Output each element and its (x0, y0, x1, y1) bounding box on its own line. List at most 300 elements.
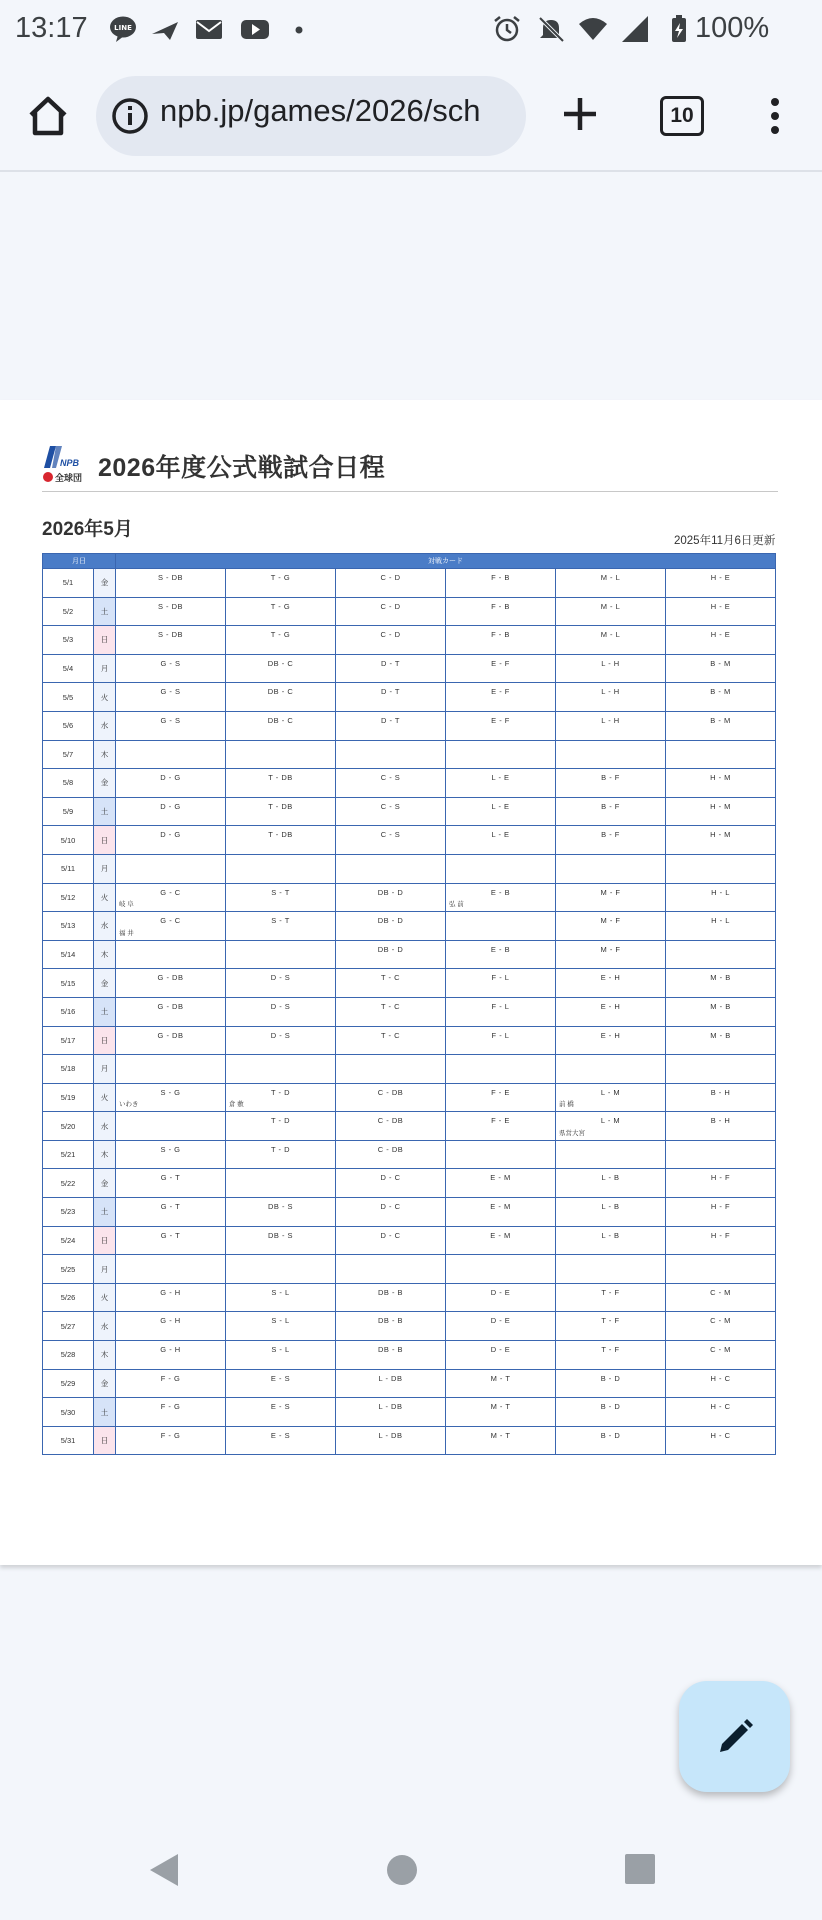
game-cell (446, 626, 556, 655)
game-cell (556, 1169, 666, 1198)
matchup-text: T - C (380, 1030, 401, 1040)
url-text[interactable]: npb.jp/games/2026/sch (160, 93, 481, 128)
game-cell (556, 997, 666, 1026)
date-cell: 5/19 (43, 1083, 94, 1112)
matchup-text: M - F (600, 887, 621, 897)
npb-logo (42, 444, 90, 484)
schedule-row (43, 740, 776, 769)
line-icon (108, 14, 138, 44)
venue-text: 岐 阜 (119, 901, 134, 909)
matchup-text: D - G (160, 773, 181, 783)
matchup-text: D - E (490, 1316, 511, 1326)
date-cell: 5/31 (43, 1426, 94, 1455)
game-cell (116, 854, 226, 883)
matchup-text: L - E (491, 830, 510, 840)
game-cell (116, 1026, 226, 1055)
matchup-text: M - B (710, 1030, 731, 1040)
matchup-text: M - T (490, 1373, 511, 1383)
game-cell (666, 1140, 776, 1169)
matchup-text: D - G (160, 830, 181, 840)
schedule-row (43, 912, 776, 941)
game-cell (556, 1198, 666, 1227)
game-cell (116, 912, 226, 941)
game-cell (666, 883, 776, 912)
matchup-text: B - D (600, 1373, 621, 1383)
game-cell (446, 569, 556, 598)
home-button[interactable] (22, 90, 74, 142)
matchup-text: C - D (380, 601, 401, 611)
matchup-text: DB - B (377, 1287, 404, 1297)
svg-text:NPB: NPB (60, 458, 80, 468)
game-cell (666, 797, 776, 826)
home-nav-icon[interactable] (386, 1850, 418, 1890)
date-cell: 5/11 (43, 854, 94, 883)
matchup-text: T - F (601, 1345, 620, 1355)
matchup-text: L - B (601, 1202, 620, 1212)
game-cell (226, 711, 336, 740)
date-cell: 5/2 (43, 597, 94, 626)
game-cell (446, 683, 556, 712)
game-cell (116, 1198, 226, 1227)
game-cell (116, 769, 226, 798)
weekday-cell: 月 (94, 654, 116, 683)
card-column-header: 対戦カード (116, 554, 776, 569)
game-cell (446, 1255, 556, 1284)
matchup-text: E - M (490, 1230, 511, 1240)
schedule-row (43, 597, 776, 626)
tab-switcher-button[interactable]: 10 (660, 96, 704, 136)
game-cell (336, 1426, 446, 1455)
game-cell (446, 1226, 556, 1255)
matchup-text: G - T (160, 1202, 181, 1212)
matchup-text: C - S (380, 830, 401, 840)
game-cell (226, 740, 336, 769)
date-cell: 5/16 (43, 997, 94, 1026)
date-cell: 5/23 (43, 1198, 94, 1227)
matchup-text: F - G (160, 1430, 181, 1440)
game-cell (446, 654, 556, 683)
game-cell (666, 1398, 776, 1427)
date-cell: 5/8 (43, 769, 94, 798)
game-cell (226, 940, 336, 969)
title-divider (42, 491, 778, 492)
game-cell (226, 1398, 336, 1427)
matchup-text: G - H (160, 1287, 181, 1297)
matchup-text: C - S (380, 801, 401, 811)
matchup-text: L - E (491, 773, 510, 783)
matchup-text: G - C (160, 887, 181, 897)
weekday-cell: 金 (94, 569, 116, 598)
schedule-table (42, 553, 776, 1455)
game-cell (666, 1083, 776, 1112)
battery-percentage: 100% (695, 12, 770, 44)
matchup-text: H - L (711, 916, 730, 926)
schedule-row (43, 883, 776, 912)
game-cell (446, 711, 556, 740)
game-cell (336, 826, 446, 855)
matchup-text: C - M (710, 1316, 731, 1326)
game-cell (116, 797, 226, 826)
game-cell (556, 1226, 666, 1255)
matchup-text: H - L (711, 887, 730, 897)
venue-text: 県営大宮 (559, 1129, 585, 1137)
more-vert-icon (768, 96, 782, 136)
game-cell (666, 1026, 776, 1055)
matchup-text: S - G (160, 1087, 181, 1097)
game-cell (556, 569, 666, 598)
matchup-text: M - L (600, 573, 621, 582)
date-cell: 5/18 (43, 1055, 94, 1084)
weekday-cell: 火 (94, 883, 116, 912)
schedule-row (43, 1169, 776, 1198)
matchup-text: C - M (710, 1345, 731, 1355)
svg-text:全球団: 全球団 (55, 474, 83, 484)
alarm-icon (492, 14, 522, 44)
game-cell (666, 912, 776, 941)
game-cell (226, 1226, 336, 1255)
game-cell (336, 1140, 446, 1169)
game-cell (556, 1341, 666, 1370)
venue-text: 弘 前 (449, 901, 464, 909)
matchup-text: D - T (380, 687, 401, 697)
game-cell (556, 1398, 666, 1427)
matchup-text: E - H (600, 973, 621, 983)
game-cell (446, 1369, 556, 1398)
game-cell (446, 1312, 556, 1341)
weekday-cell: 日 (94, 1026, 116, 1055)
game-cell (226, 997, 336, 1026)
game-cell (556, 854, 666, 883)
schedule-row (43, 769, 776, 798)
matchup-text: T - C (380, 1001, 401, 1011)
matchup-text: M - T (490, 1402, 511, 1412)
matchup-text: DB - C (267, 687, 294, 697)
date-cell: 5/1 (43, 569, 94, 598)
svg-text:LINE: LINE (114, 24, 132, 32)
game-cell (666, 1369, 776, 1398)
url-bar[interactable] (96, 76, 526, 156)
matchup-text: T - DB (268, 830, 293, 840)
game-cell (226, 797, 336, 826)
game-cell (116, 1283, 226, 1312)
game-cell (666, 626, 776, 655)
game-cell (666, 597, 776, 626)
matchup-text: S - L (271, 1345, 290, 1355)
game-cell (116, 740, 226, 769)
schedule-row (43, 797, 776, 826)
matchup-text: M - F (600, 944, 621, 954)
game-cell (446, 597, 556, 626)
matchup-text: G - S (160, 658, 181, 668)
game-cell (336, 711, 446, 740)
back-icon[interactable] (146, 1850, 182, 1890)
matchup-text: F - B (491, 630, 510, 640)
date-cell: 5/21 (43, 1140, 94, 1169)
game-cell (336, 1369, 446, 1398)
game-cell (446, 1198, 556, 1227)
matchup-text: F - L (491, 973, 510, 983)
matchup-text: C - D (380, 630, 401, 640)
matchup-text: L - DB (378, 1402, 403, 1412)
matchup-text: T - DB (268, 773, 293, 783)
game-cell (336, 740, 446, 769)
schedule-row (43, 969, 776, 998)
new-tab-button[interactable] (552, 86, 608, 142)
game-cell (226, 569, 336, 598)
game-cell (666, 740, 776, 769)
game-cell (556, 912, 666, 941)
game-cell (336, 683, 446, 712)
matchup-text: H - C (710, 1373, 731, 1383)
game-cell (446, 1426, 556, 1455)
schedule-row (43, 1226, 776, 1255)
venue-text: いわき (119, 1101, 139, 1109)
game-cell (116, 969, 226, 998)
game-cell (556, 1369, 666, 1398)
matchup-text: L - DB (378, 1373, 403, 1383)
matchup-text: M - F (600, 916, 621, 926)
weekday-cell: 火 (94, 1083, 116, 1112)
game-cell (226, 1198, 336, 1227)
game-cell (226, 626, 336, 655)
game-cell (446, 797, 556, 826)
matchup-text: DB - S (267, 1202, 294, 1212)
matchup-text: B - H (710, 1116, 731, 1126)
matchup-text: E - H (600, 1030, 621, 1040)
game-cell (336, 1112, 446, 1141)
game-cell (226, 826, 336, 855)
date-cell: 5/27 (43, 1312, 94, 1341)
game-cell (116, 711, 226, 740)
weekday-cell: 土 (94, 997, 116, 1026)
game-cell (226, 1112, 336, 1141)
game-cell (226, 1283, 336, 1312)
game-cell (336, 569, 446, 598)
game-cell (116, 1112, 226, 1141)
matchup-text: F - L (491, 1001, 510, 1011)
game-cell (556, 1283, 666, 1312)
matchup-text: T - D (270, 1087, 291, 1097)
browser-toolbar (0, 62, 822, 170)
game-cell (446, 1026, 556, 1055)
matchup-text: E - M (490, 1173, 511, 1183)
matchup-text: L - B (601, 1173, 620, 1183)
matchup-text: S - G (160, 1144, 181, 1154)
matchup-text: H - F (710, 1230, 731, 1240)
weekday-cell: 金 (94, 969, 116, 998)
edit-fab-button[interactable] (679, 1681, 790, 1792)
ad-area (0, 172, 822, 400)
matchup-text: G - DB (157, 1001, 184, 1011)
system-nav-bar (0, 1830, 822, 1920)
schedule-row (43, 1255, 776, 1284)
matchup-text: D - E (490, 1287, 511, 1297)
recents-icon[interactable] (624, 1852, 656, 1886)
game-cell (556, 740, 666, 769)
matchup-text: E - S (270, 1373, 291, 1383)
schedule-row (43, 854, 776, 883)
game-cell (336, 997, 446, 1026)
schedule-row (43, 1341, 776, 1370)
matchup-text: G - S (160, 715, 181, 725)
game-cell (666, 769, 776, 798)
matchup-text: L - H (601, 687, 620, 697)
game-cell (336, 626, 446, 655)
date-cell: 5/15 (43, 969, 94, 998)
game-cell (556, 969, 666, 998)
matchup-text: DB - C (267, 715, 294, 725)
game-cell (336, 969, 446, 998)
schedule-row (43, 1283, 776, 1312)
weekday-cell: 月 (94, 854, 116, 883)
date-cell: 5/22 (43, 1169, 94, 1198)
matchup-text: D - C (380, 1230, 401, 1240)
game-cell (336, 1226, 446, 1255)
schedule-row (43, 1026, 776, 1055)
month-heading: 2026年5月 (42, 519, 133, 540)
matchup-text: T - F (601, 1316, 620, 1326)
weekday-cell: 日 (94, 1426, 116, 1455)
game-cell (556, 883, 666, 912)
mail-icon (194, 14, 224, 44)
matchup-text: L - H (601, 658, 620, 668)
game-cell (336, 1026, 446, 1055)
date-cell: 5/4 (43, 654, 94, 683)
schedule-row (43, 1112, 776, 1141)
weekday-cell: 木 (94, 1341, 116, 1370)
game-cell (116, 997, 226, 1026)
game-cell (116, 683, 226, 712)
venue-text: 倉 敷 (229, 1101, 244, 1109)
weekday-cell: 水 (94, 912, 116, 941)
matchup-text: M - T (490, 1430, 511, 1440)
game-cell (226, 1255, 336, 1284)
schedule-row (43, 569, 776, 598)
game-cell (116, 1312, 226, 1341)
date-cell: 5/6 (43, 711, 94, 740)
weekday-cell: 金 (94, 769, 116, 798)
weekday-cell: 土 (94, 1398, 116, 1427)
weekday-cell: 木 (94, 1140, 116, 1169)
matchup-text: H - E (710, 630, 731, 640)
matchup-text: B - F (601, 773, 620, 783)
date-cell: 5/10 (43, 826, 94, 855)
weekday-cell: 水 (94, 1312, 116, 1341)
game-cell (666, 1426, 776, 1455)
plus-icon (560, 94, 600, 134)
matchup-text: M - B (710, 973, 731, 983)
matchup-text: H - M (710, 801, 731, 811)
matchup-text: H - M (710, 830, 731, 840)
matchup-text: C - DB (377, 1116, 404, 1126)
game-cell (226, 1083, 336, 1112)
matchup-text: F - E (491, 1087, 510, 1097)
signal-icon (620, 14, 650, 44)
game-cell (556, 769, 666, 798)
game-cell (446, 826, 556, 855)
date-cell: 5/24 (43, 1226, 94, 1255)
game-cell (226, 1426, 336, 1455)
weekday-cell: 火 (94, 683, 116, 712)
game-cell (446, 997, 556, 1026)
game-cell (556, 1140, 666, 1169)
game-cell (556, 1026, 666, 1055)
game-cell (446, 969, 556, 998)
game-cell (666, 1169, 776, 1198)
game-cell (116, 654, 226, 683)
date-cell: 5/3 (43, 626, 94, 655)
matchup-text: H - C (710, 1430, 731, 1440)
matchup-text: T - F (601, 1287, 620, 1297)
weekday-cell: 火 (94, 1283, 116, 1312)
game-cell (336, 854, 446, 883)
game-cell (226, 654, 336, 683)
matchup-text: E - M (490, 1202, 511, 1212)
game-cell (446, 1112, 556, 1141)
game-cell (116, 1341, 226, 1370)
game-cell (666, 654, 776, 683)
schedule-row (43, 626, 776, 655)
matchup-text: E - B (490, 887, 511, 897)
matchup-text: C - M (710, 1287, 731, 1297)
matchup-text: S - L (271, 1316, 290, 1326)
game-cell (666, 997, 776, 1026)
game-cell (666, 1255, 776, 1284)
matchup-text: E - S (270, 1402, 291, 1412)
matchup-text: E - F (491, 715, 510, 725)
game-cell (116, 1169, 226, 1198)
weekday-cell: 日 (94, 826, 116, 855)
game-cell (336, 1055, 446, 1084)
game-cell (226, 769, 336, 798)
game-cell (446, 883, 556, 912)
game-cell (666, 569, 776, 598)
info-icon[interactable] (110, 96, 150, 136)
game-cell (666, 1112, 776, 1141)
matchup-text: G - C (160, 916, 181, 926)
youtube-icon (240, 14, 270, 44)
matchup-text: T - G (270, 630, 291, 640)
matchup-text: DB - D (377, 887, 404, 897)
schedule-row (43, 1369, 776, 1398)
game-cell (336, 769, 446, 798)
game-cell (226, 1055, 336, 1084)
matchup-text: G - T (160, 1230, 181, 1240)
matchup-text: D - S (270, 973, 291, 983)
game-cell (446, 940, 556, 969)
weekday-cell: 水 (94, 711, 116, 740)
more-menu-button[interactable] (760, 88, 790, 144)
matchup-text: D - G (160, 801, 181, 811)
matchup-text: G - DB (157, 1030, 184, 1040)
game-cell (446, 854, 556, 883)
date-cell: 5/5 (43, 683, 94, 712)
schedule-row (43, 826, 776, 855)
table-header-row (43, 554, 776, 569)
schedule-row (43, 1398, 776, 1427)
game-cell (666, 1055, 776, 1084)
matchup-text: C - DB (377, 1144, 404, 1154)
schedule-row (43, 1198, 776, 1227)
game-cell (336, 912, 446, 941)
battery-icon (664, 14, 694, 44)
game-cell (666, 683, 776, 712)
matchup-text: T - D (270, 1144, 291, 1154)
matchup-text: D - S (270, 1030, 291, 1040)
matchup-text: S - DB (157, 630, 184, 640)
game-cell (226, 1169, 336, 1198)
matchup-text: C - DB (377, 1087, 404, 1097)
